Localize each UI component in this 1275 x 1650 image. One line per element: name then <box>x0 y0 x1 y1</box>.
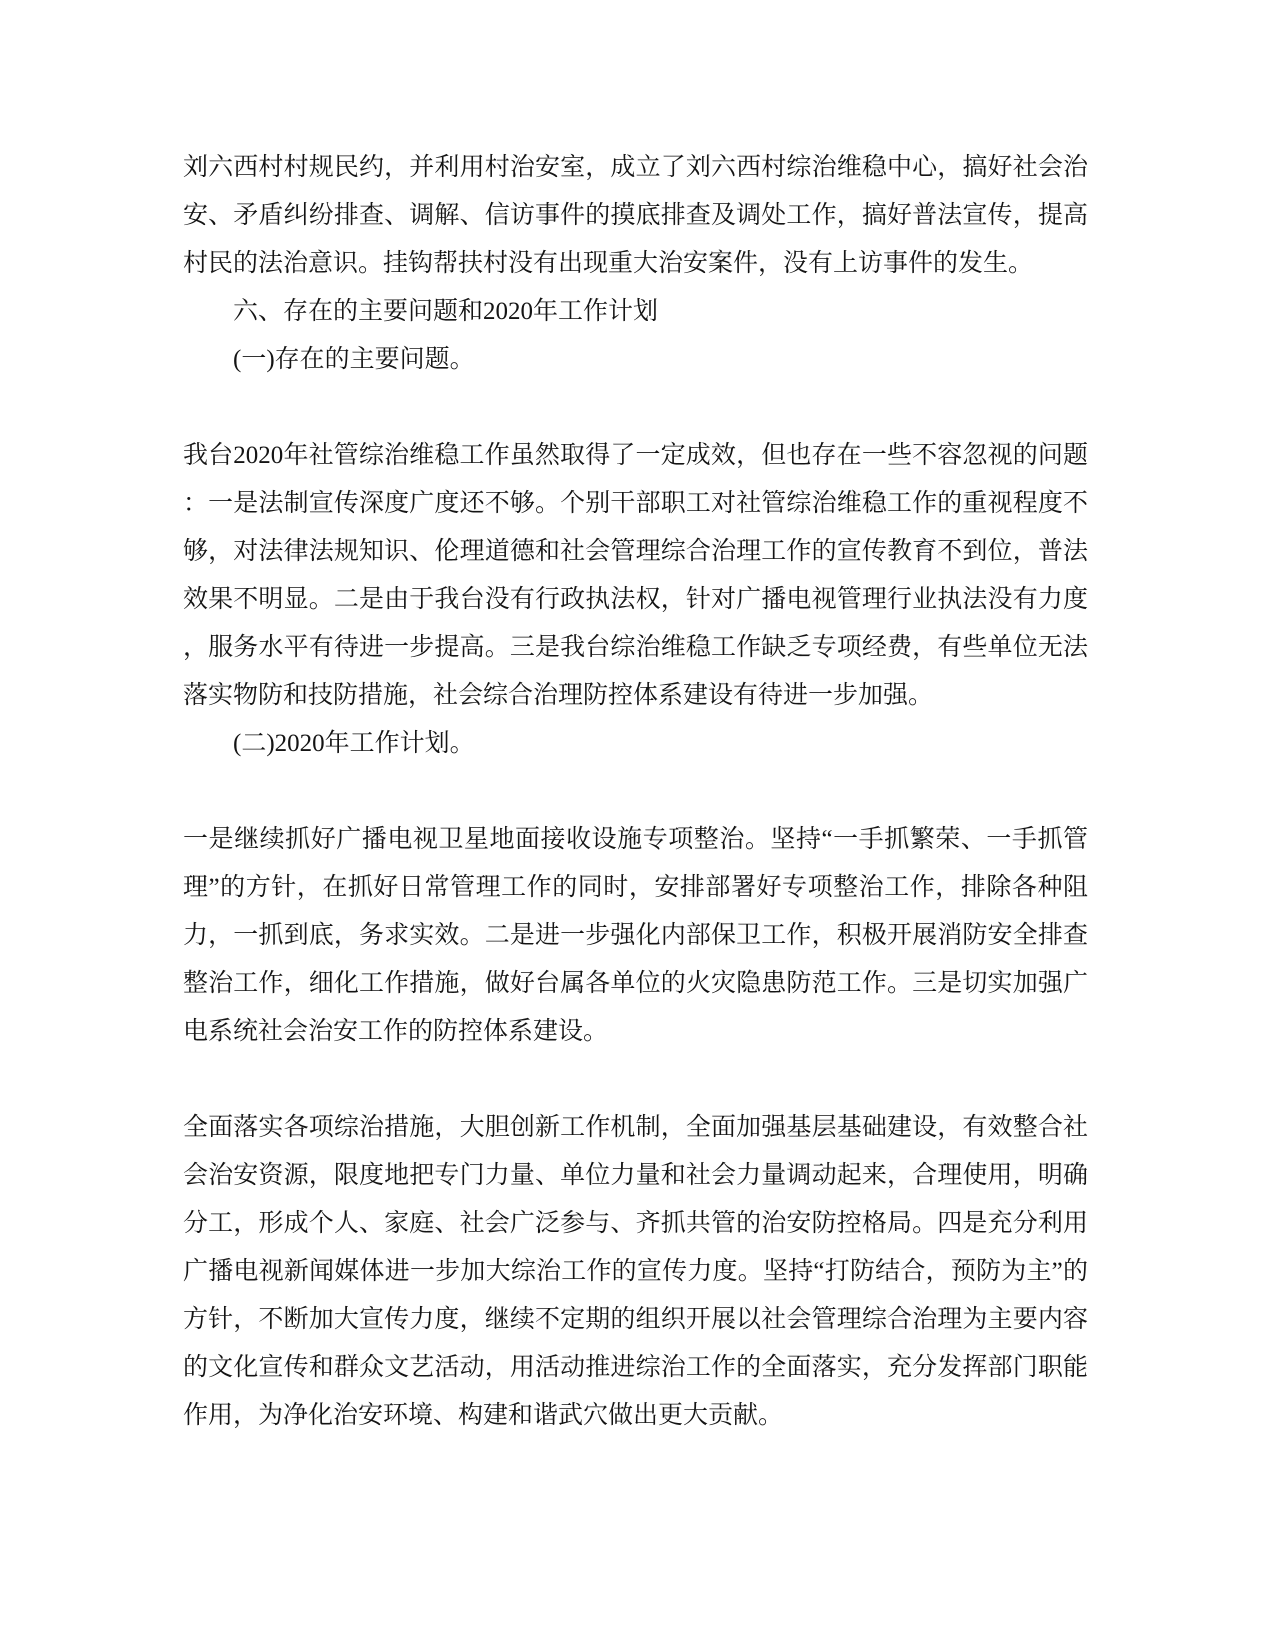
paragraph: (一)存在的主要问题。 <box>233 346 475 373</box>
paragraph: 一是继续抓好广播电视卫星地面接收设施专项整治。坚持“一手抓繁荣、一手抓管理”的方针，在抓好日常管理工作的同时，安排部署好专项整治工作，排除各种阻力，一抓到底，务求实效。二是进一步强化内部保卫工作，积极开展消防安全排查整治工作，细化工作措施，做好台属各单位的火灾隐患防范工作。三是切实加强广电系统社会治安工作的防控体系建设。 <box>183 826 1088 1045</box>
paragraph: 六、存在的主要问题和2020年工作计划 <box>233 298 659 325</box>
blank-line <box>183 768 1088 816</box>
paragraph: 刘六西村村规民约，并利用村治安室，成立了刘六西村综治维稳中心，搞好社会治安、矛盾纠纷排查、调解、信访事件的摸底排查及调处工作，搞好普法宣传，提高村民的法治意识。挂钩帮扶村没有出现重大治安案件，没有上访事件的发生。 <box>183 154 1088 277</box>
paragraph: (二)2020年工作计划。 <box>233 730 475 757</box>
document-text-block <box>183 144 1088 1440</box>
paragraph: 全面落实各项综治措施，大胆创新工作机制，全面加强基层基础建设，有效整合社会治安资源，限度地把专门力量、单位力量和社会力量调动起来，合理使用，明确分工，形成个人、家庭、社会广泛参与、齐抓共管的治安防控格局。四是充分利用广播电视新闻媒体进一步加大综治工作的宣传力度。坚持“打防结合，预防为主”的方针，不断加大宣传力度，继续不定期的组织开展以社会管理综合治理为主要内容的文化宣传和群众文艺活动，用活动推进综治工作的全面落实，充分发挥部门职能作用，为净化治安环境、构建和谐武穴做出更大贡献。 <box>183 1114 1088 1429</box>
blank-line <box>183 1056 1088 1104</box>
paragraph: 我台2020年社管综治维稳工作虽然取得了一定成效，但也存在一些不容忽视的问题：一是法制宣传深度广度还不够。个别干部职工对社管综治维稳工作的重视程度不够，对法律法规知识、伦理道德和社会管理综合治理工作的宣传教育不到位，普法效果不明显。二是由于我台没有行政执法权，针对广播电视管理行业执法没有力度，服务水平有待进一步提高。三是我台综治维稳工作缺乏专项经费，有些单位无法落实物防和技防措施，社会综合治理防控体系建设有待进一步加强。 <box>183 442 1088 709</box>
blank-line <box>183 384 1088 432</box>
